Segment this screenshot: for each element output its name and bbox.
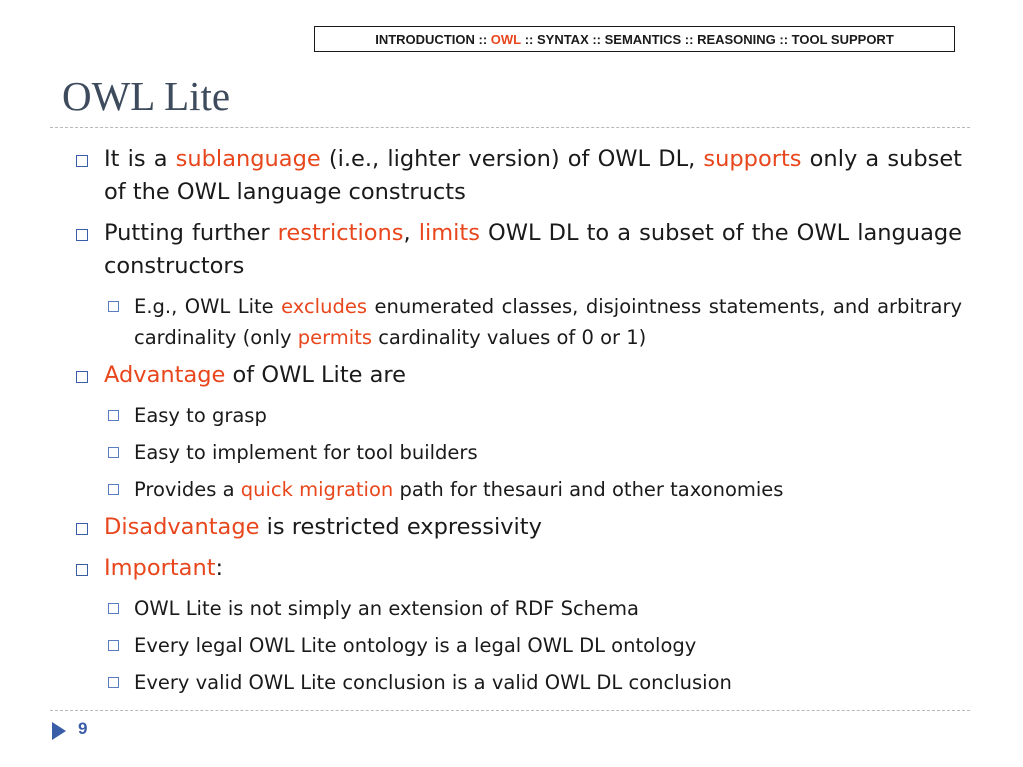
subbullet-easy-grasp	[108, 400, 964, 431]
square-bullet-icon	[76, 155, 88, 167]
subbullet-text: E.g., OWL Lite excludes enumerated classes, disjointness statements, and arbitrary cardinality (only permits cardinality values of 0 or 1)	[134, 295, 963, 349]
bullet-text: Putting further restrictions, limits OWL DL to a subset of the OWL language constructors	[104, 220, 962, 279]
bullet-important	[76, 552, 964, 585]
bullet-text: Disadvantage is restricted expressivity	[104, 514, 542, 540]
subbullet-rdf-schema	[108, 593, 964, 624]
subbullet-easy-implement	[108, 437, 964, 468]
square-bullet-icon	[108, 484, 119, 495]
subbullet-excludes	[108, 291, 964, 353]
square-bullet-icon	[76, 523, 88, 535]
square-bullet-icon	[76, 564, 88, 576]
subbullet-legal-ontology	[108, 630, 964, 661]
bullet-text: It is a sublanguage (i.e., lighter version) of OWL DL, supports only a subset of the OWL language constructs	[104, 146, 962, 205]
subbullet-text: Easy to grasp	[134, 404, 267, 427]
nav-current-section: OWL	[490, 31, 522, 47]
slide-title: OWL Lite	[62, 73, 231, 119]
square-bullet-icon	[108, 677, 119, 688]
bullet-sublanguage	[76, 143, 964, 209]
top-divider	[50, 127, 970, 128]
slide-content	[76, 143, 964, 704]
bullet-text: Important:	[104, 555, 224, 581]
bullet-advantage	[76, 359, 964, 392]
bottom-divider	[50, 710, 970, 711]
subbullet-text: OWL Lite is not simply an extension of RDF Schema	[134, 597, 639, 620]
square-bullet-icon	[108, 640, 119, 651]
square-bullet-icon	[108, 447, 119, 458]
square-bullet-icon	[76, 371, 88, 383]
section-navigation	[314, 26, 955, 52]
triangle-right-icon	[52, 722, 66, 740]
subbullet-quick-migration	[108, 474, 964, 505]
square-bullet-icon	[108, 410, 119, 421]
subbullet-text: Easy to implement for tool builders	[134, 441, 478, 464]
subbullet-text: Provides a quick migration path for thesauri and other taxonomies	[134, 478, 784, 501]
bullet-text: Advantage of OWL Lite are	[104, 362, 407, 388]
square-bullet-icon	[108, 301, 119, 312]
subbullet-text: Every legal OWL Lite ontology is a legal OWL DL ontology	[134, 634, 697, 657]
subbullet-valid-conclusion	[108, 667, 964, 698]
square-bullet-icon	[108, 603, 119, 614]
subbullet-text: Every valid OWL Lite conclusion is a valid OWL DL conclusion	[134, 671, 732, 694]
nav-prefix: INTRODUCTION ::	[375, 31, 491, 47]
bullet-restrictions	[76, 217, 964, 283]
square-bullet-icon	[76, 229, 88, 241]
page-number: 9	[78, 719, 88, 738]
nav-suffix: :: SYNTAX :: SEMANTICS :: REASONING :: TOOL SUPPORT	[521, 31, 894, 47]
bullet-disadvantage	[76, 511, 964, 544]
